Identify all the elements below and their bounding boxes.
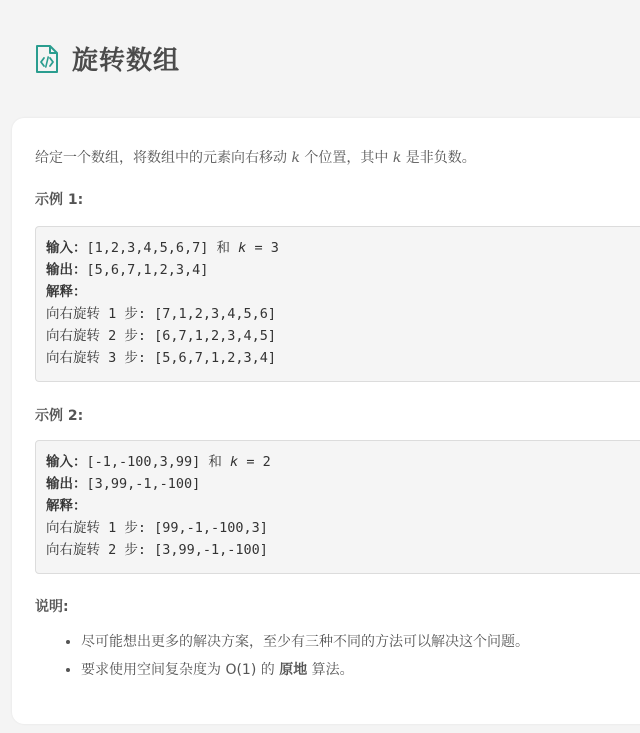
desc-text-2: 个位置，其中 bbox=[299, 150, 393, 166]
k-value: = 2 bbox=[238, 454, 271, 470]
output-label: 输出 bbox=[46, 476, 73, 492]
example-1-input-line: 输入：[1,2,3,4,5,6,7] 和 k = 3 bbox=[46, 240, 279, 256]
note-item-2-bold: 原地 bbox=[279, 662, 308, 678]
k-value: = 3 bbox=[246, 240, 279, 256]
example-1-step-3: 向右旋转 3 步: [5,6,7,1,2,3,4] bbox=[46, 350, 277, 366]
example-1-output-line: 输出：[5,6,7,1,2,3,4] bbox=[46, 262, 209, 278]
input-label: 输入 bbox=[46, 240, 73, 256]
notes-title: 说明: bbox=[35, 599, 69, 615]
desc-var-k: k bbox=[291, 150, 300, 166]
example-2-input-line: 输入：[-1,-100,3,99] 和 k = 2 bbox=[46, 454, 271, 470]
input-value: [-1,-100,3,99] 和 bbox=[86, 454, 231, 470]
example-2-output-line: 输出：[3,99,-1,-100] bbox=[46, 476, 201, 492]
problem-description bbox=[35, 147, 476, 167]
output-label: 输出 bbox=[46, 262, 73, 278]
desc-var-k-2: k bbox=[392, 150, 402, 166]
page-header bbox=[34, 40, 180, 77]
desc-text-3: 是非负数。 bbox=[401, 150, 476, 166]
example-2-title: 示例 2: bbox=[35, 408, 84, 424]
example-2-step-1: 向右旋转 1 步: [99,-1,-100,3] bbox=[46, 520, 268, 536]
page-title: 旋转数组 bbox=[72, 46, 181, 76]
example-2-codebox bbox=[35, 440, 640, 574]
input-value: [1,2,3,4,5,6,7] 和 bbox=[86, 240, 239, 256]
note-item-2 bbox=[81, 656, 529, 684]
k-var: k bbox=[230, 454, 239, 470]
example-1-codebox bbox=[35, 226, 640, 382]
example-1-step-1: 向右旋转 1 步: [7,1,2,3,4,5,6] bbox=[46, 306, 277, 322]
example-1-explain-line: 解释： bbox=[46, 284, 87, 300]
example-1-step-2: 向右旋转 2 步: [6,7,1,2,3,4,5] bbox=[46, 328, 277, 344]
note-item-2-text-end: 算法。 bbox=[307, 662, 354, 678]
desc-text-1: 给定一个数组，将数组中的元素向右移动 bbox=[35, 150, 292, 166]
example-2-explain-line: 解释： bbox=[46, 498, 87, 514]
explain-label: 解释 bbox=[46, 284, 73, 300]
output-value: [5,6,7,1,2,3,4] bbox=[86, 262, 209, 278]
explain-label: 解释 bbox=[46, 498, 73, 514]
notes-list bbox=[35, 628, 529, 684]
k-var: k bbox=[238, 240, 247, 256]
example-2-step-2: 向右旋转 2 步: [3,99,-1,-100] bbox=[46, 542, 268, 558]
note-item-1: • 尽可能想出更多的解决方案，至少有三种不同的方法可以解决这个问题。 bbox=[81, 628, 529, 656]
file-code-icon bbox=[34, 44, 60, 74]
note-item-2-text: 要求使用空间复杂度为 O(1) 的 bbox=[81, 662, 280, 678]
output-value: [3,99,-1,-100] bbox=[86, 476, 201, 492]
example-1-title: 示例 1: bbox=[35, 192, 84, 208]
input-label: 输入 bbox=[46, 454, 73, 470]
